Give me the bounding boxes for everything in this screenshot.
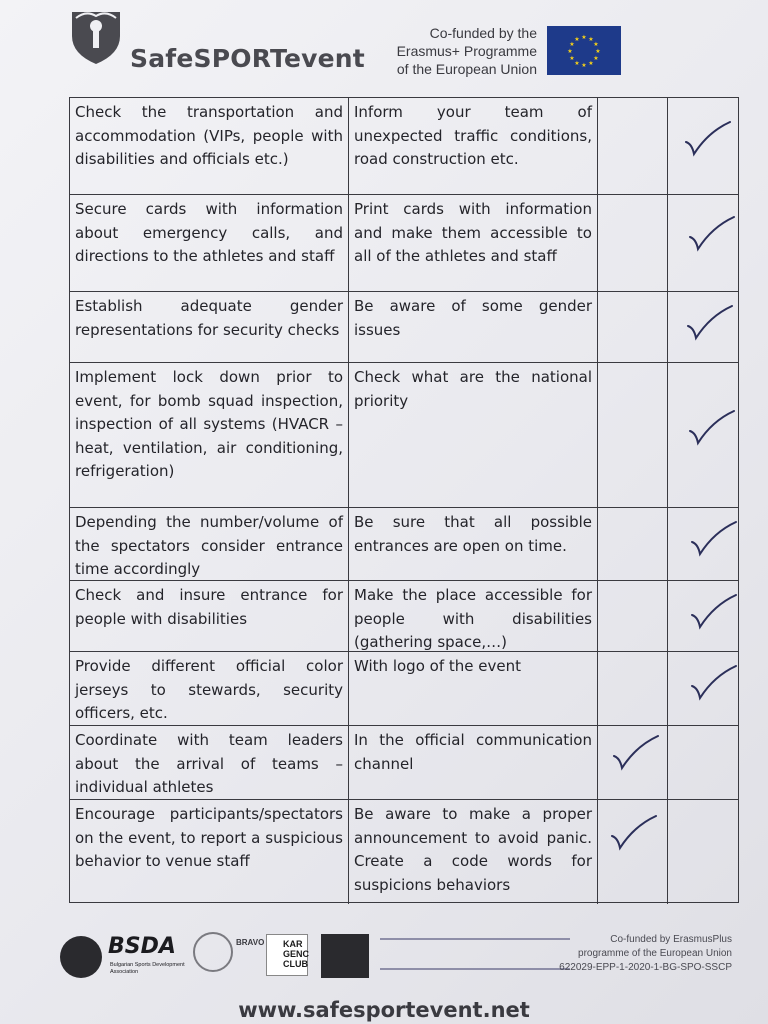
action-text: Encourage participants/spectators on the event, to report a suspicious behavior to venue staff [75,805,343,870]
action-text: Check the transportation and accommodation (VIPs, people with disabilities and officials etc.) [75,103,343,168]
note-text: Inform your team of unexpected traffic conditions, road construction etc. [354,103,592,168]
svg-text:★: ★ [581,62,587,69]
check-cell-1 [598,98,668,194]
action-text: Implement lock down prior to event, for bomb squad inspection, inspection of all systems (HVACR – heat, ventilation, air conditioning, refrigeration) [75,368,343,480]
table-row [70,363,738,508]
note-text: Be sure that all possible entrances are open on time. [354,513,592,555]
action-cell [70,800,349,904]
action-cell [70,292,349,362]
note-text: Be aware of some gender issues [354,297,592,339]
note-cell [349,363,598,507]
kar-genc-club-logo [266,934,308,976]
check-cell-2 [668,726,740,799]
cofund-notice [383,24,537,78]
check-mark-icon [612,734,660,774]
brand-sport: SPORT [193,44,284,73]
action-cell [70,652,349,725]
check-mark-icon [684,120,732,160]
note-text: Print cards with information and make them accessible to all of the athletes and staff [354,200,592,265]
table-row [70,800,738,904]
table-row [70,195,738,292]
bsda-runner-logo-icon [60,936,102,978]
svg-text:★: ★ [567,48,573,55]
footer-cofund-line: programme of the European Union [578,948,732,959]
action-text: Coordinate with team leaders about the arrival of teams – individual athletes [75,731,343,796]
check-cell-2 [668,292,740,362]
note-cell [349,195,598,291]
action-cell [70,195,349,291]
check-cell-1 [598,652,668,725]
svg-text:★: ★ [569,41,575,48]
note-cell [349,726,598,799]
checklist-table [69,97,739,903]
table-row [70,652,738,726]
note-cell [349,581,598,651]
action-cell [70,581,349,651]
action-cell [70,98,349,194]
note-cell [349,508,598,580]
check-cell-2 [668,652,740,725]
check-cell-1 [598,726,668,799]
note-text: Make the place accessible for people with disabilities (gathering space,…) [354,586,592,651]
svg-text:★: ★ [581,34,587,41]
footer-cofund-notice [532,933,732,975]
footer-cofund-line: 622029-EPP-1-2020-1-BG-SPO-SSCP [559,962,732,973]
note-text: In the official communication channel [354,731,592,773]
note-text: Be aware to make a proper announcement to avoid panic. Create a code words for suspicions behaviors [354,805,592,894]
note-text: With logo of the event [354,657,521,675]
shield-logo-icon [66,6,126,66]
seal-logo-icon [193,932,233,972]
check-cell-2 [668,363,740,507]
cofund-line: Erasmus+ Programme [396,43,537,59]
note-cell [349,292,598,362]
action-cell [70,726,349,799]
check-mark-icon [686,304,734,344]
check-mark-icon [690,520,738,560]
svg-text:★: ★ [569,55,575,62]
kar-logo-text: KAR GENC CLUB [283,939,310,969]
brand-title [130,44,365,73]
check-mark-icon [690,664,738,704]
check-cell-1 [598,292,668,362]
svg-text:★: ★ [574,36,580,43]
table-row [70,508,738,581]
cofund-line: Co-funded by the [429,25,537,41]
check-cell-1 [598,363,668,507]
cofund-line: of the European Union [396,61,537,77]
header [0,0,768,95]
check-mark-icon [688,215,736,255]
check-cell-2 [668,195,740,291]
brand-suffix: event [283,44,365,73]
check-cell-1 [598,508,668,580]
action-text: Provide different official color jerseys to stewards, security officers, etc. [75,657,343,722]
check-cell-2 [668,98,740,194]
action-text: Establish adequate gender representations for security checks [75,297,343,339]
eu-flag-icon [547,26,621,75]
website-link[interactable]: www.safesportevent.net [238,998,530,1022]
action-cell [70,508,349,580]
check-mark-icon [688,409,736,449]
action-text: Depending the number/volume of the spectators consider entrance time accordingly [75,513,343,578]
check-mark-icon [690,593,738,633]
bsda-subtitle: Bulgarian Sports Development Association [110,962,185,975]
svg-text:★: ★ [593,55,599,62]
note-cell [349,98,598,194]
bravo-logo-text: BRAVO [236,938,265,947]
aero-club-logo-icon [321,934,369,978]
table-row [70,292,738,363]
bsda-logo-text: BSDA [108,934,176,959]
footer-cofund-line: Co-funded by ErasmusPlus [610,934,732,945]
check-cell-2 [668,581,740,651]
svg-text:★: ★ [595,48,601,55]
check-mark-icon [610,814,658,854]
action-text: Check and insure entrance for people with disabilities [75,586,343,628]
action-cell [70,363,349,507]
check-cell-1 [598,800,668,904]
svg-text:★: ★ [588,60,594,67]
svg-text:★: ★ [593,41,599,48]
table-row [70,98,738,195]
note-text: Check what are the national priority [354,368,592,410]
note-cell [349,652,598,725]
footer [0,920,768,1024]
note-cell [349,800,598,904]
svg-text:★: ★ [574,60,580,67]
table-row [70,581,738,652]
svg-text:★: ★ [588,36,594,43]
check-cell-1 [598,195,668,291]
table-row [70,726,738,800]
brand-prefix: Safe [130,44,194,73]
action-text: Secure cards with information about emergency calls, and directions to the athletes and staff [75,200,343,265]
check-cell-2 [668,508,740,580]
check-cell-1 [598,581,668,651]
check-cell-2 [668,800,740,904]
